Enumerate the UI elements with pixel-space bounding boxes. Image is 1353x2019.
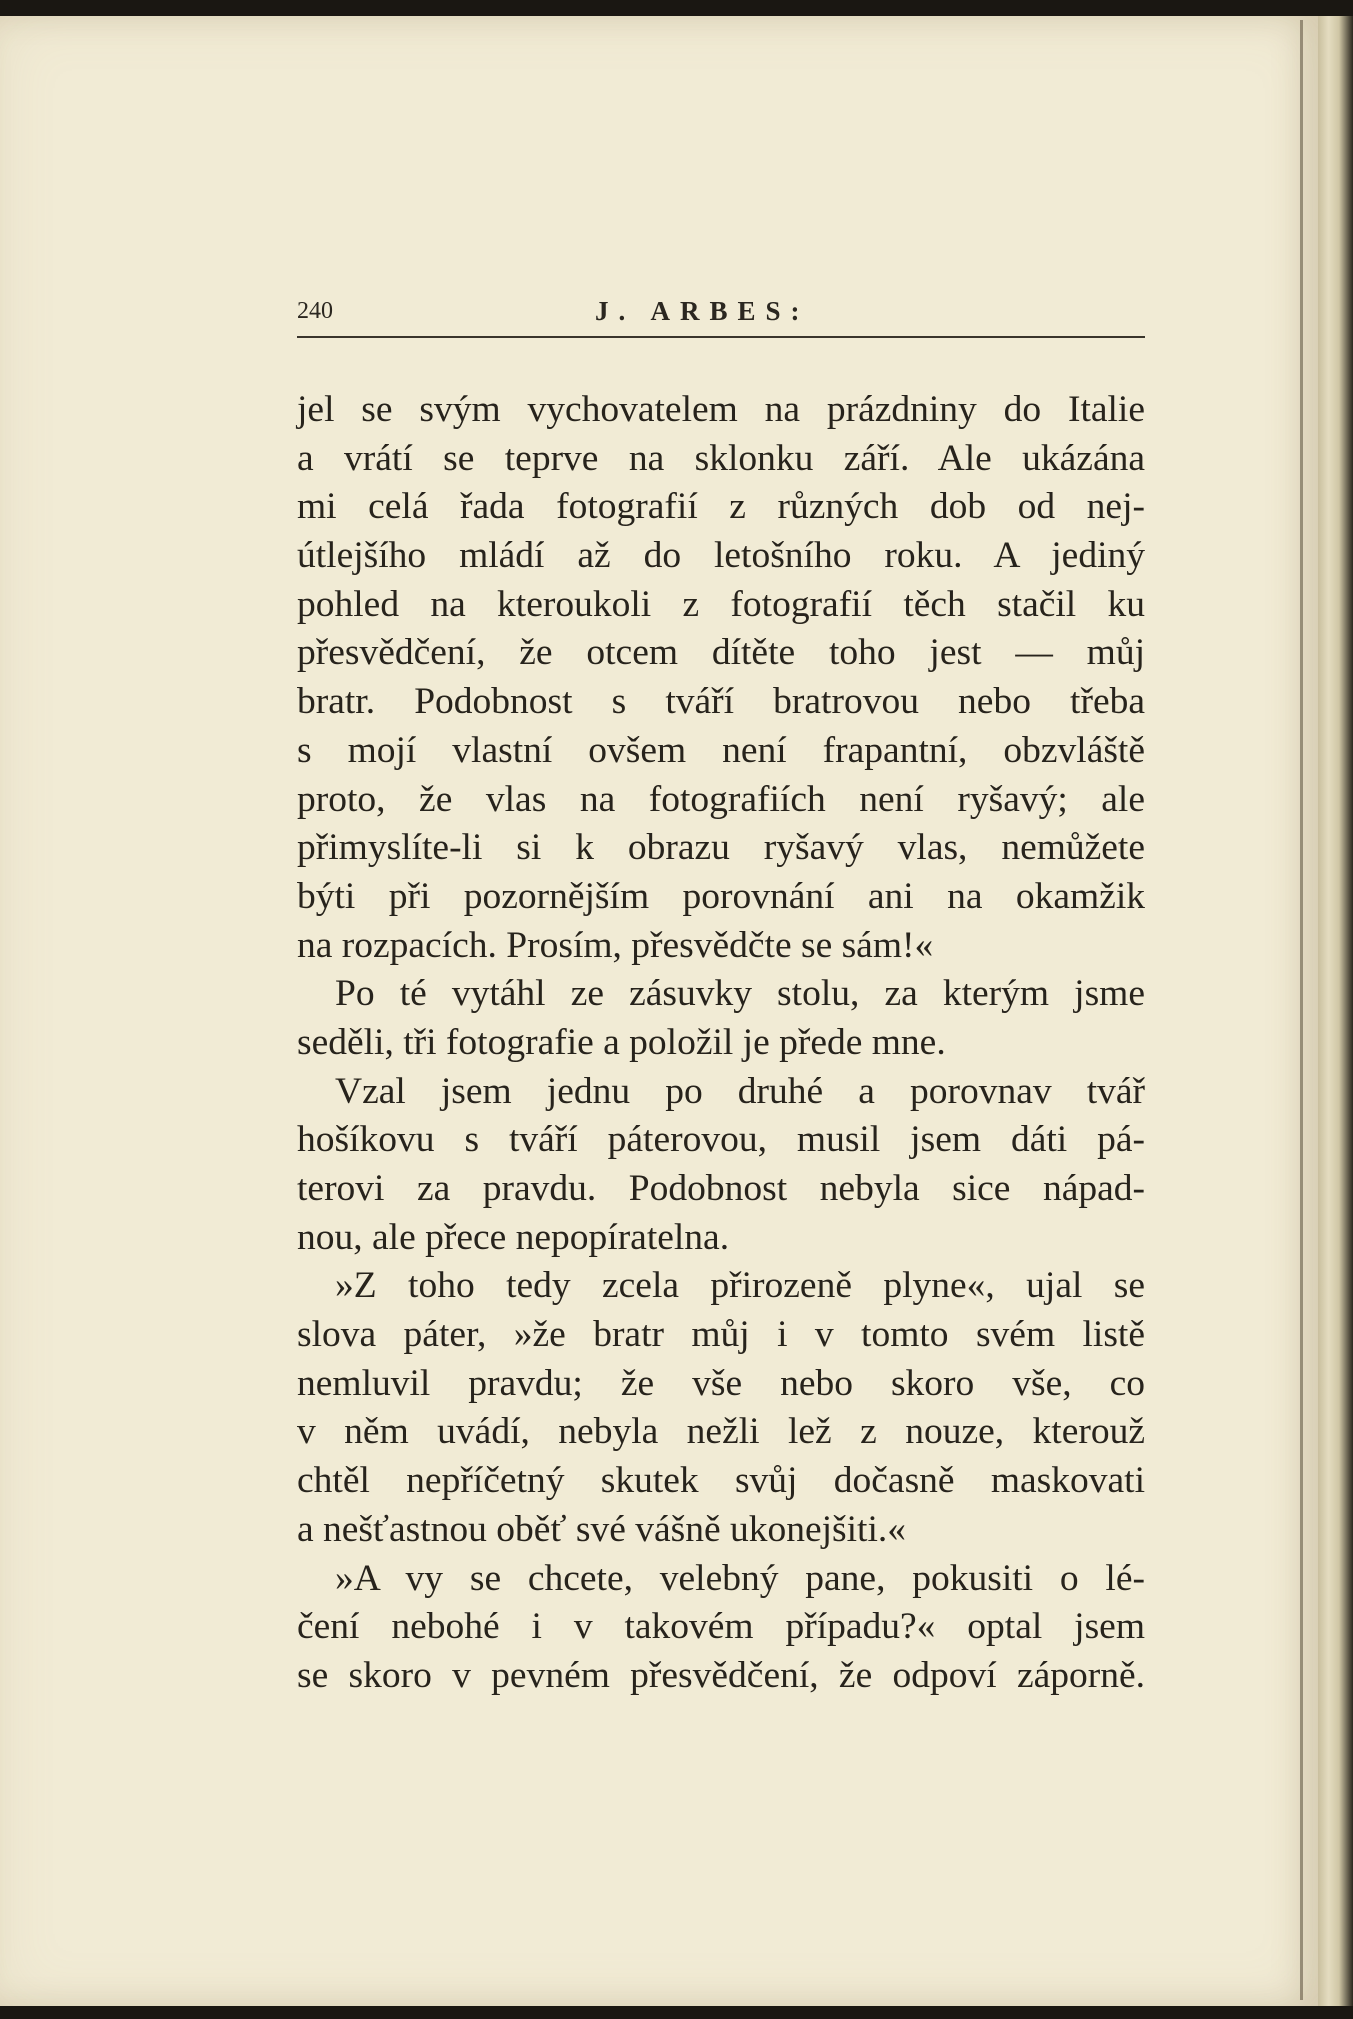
page-number: 240 — [297, 298, 333, 324]
header-rule — [297, 336, 1145, 338]
text-line: pohled na kteroukoli z fotografií těch stačil ku — [297, 583, 1145, 625]
text-line: přesvědčení, že otcem dítěte toho jest — můj — [297, 632, 1145, 674]
text-line: s mojí vlastní ovšem není frapantní, obzvláště — [297, 729, 1145, 771]
text-line: Po té vytáhl ze zásuvky stolu, za kterým jsme — [335, 973, 1145, 1015]
page-header — [297, 294, 1145, 334]
text-line: mi celá řada fotografií z různých dob od nej- — [297, 486, 1145, 528]
text-line: čení nebohé i v takovém případu?« optal jsem — [297, 1606, 1145, 1648]
running-head: J. ARBES: — [595, 296, 810, 326]
text-line: terovi za pravdu. Podobnost nebyla sice nápad- — [297, 1168, 1145, 1209]
text-line: v něm uvádí, nebyla nežli lež z nouze, kterouž — [297, 1411, 1145, 1453]
body-text — [297, 386, 1145, 1701]
text-line: slova páter, »že bratr můj i v tomto svém listě — [297, 1314, 1145, 1356]
text-line: chtěl nepříčetný skutek svůj dočasně maskovati — [297, 1460, 1145, 1502]
text-line: bratr. Podobnost s tváří bratrovou nebo třeba — [297, 681, 1145, 723]
text-line: útlejšího mládí až do letošního roku. A jediný — [297, 535, 1145, 577]
text-line: hošíkovu s tváří páterovou, musil jsem dáti pá- — [297, 1119, 1145, 1161]
text-line: jel se svým vychovatelem na prázdniny do Italie — [297, 389, 1145, 430]
text-line: na rozpacích. Prosím, přesvědčte se sám!« — [297, 924, 934, 966]
text-line: nemluvil pravdu; že vše nebo skoro vše, co — [297, 1362, 1145, 1404]
text-line: býti při pozornějším porovnání ani na okamžik — [297, 875, 1145, 917]
page-edge-shadow — [1300, 20, 1303, 2000]
text-line: »Z toho tedy zcela přirozeně plyne«, ujal se — [335, 1265, 1145, 1307]
text-line: proto, že vlas na fotografiích není ryšavý; ale — [297, 778, 1145, 820]
text-line: Vzal jsem jednu po druhé a porovnav tvář — [335, 1070, 1145, 1112]
text-line: a vrátí se teprve na sklonku září. Ale ukázána — [297, 437, 1145, 479]
text-line: se skoro v pevném přesvědčení, že odpoví záporně. — [297, 1654, 1145, 1696]
text-line: seděli, tři fotografie a položil je přede mne. — [297, 1021, 946, 1063]
text-line: »A vy se chcete, velebný pane, pokusiti o lé- — [335, 1557, 1145, 1599]
text-line: a nešťastnou oběť své vášně ukonejšiti.« — [297, 1508, 907, 1550]
book-spine — [1318, 16, 1353, 2006]
text-line: přimyslíte-li si k obrazu ryšavý vlas, nemůžete — [297, 827, 1145, 869]
text-line: nou, ale přece nepopíratelna. — [297, 1216, 730, 1258]
